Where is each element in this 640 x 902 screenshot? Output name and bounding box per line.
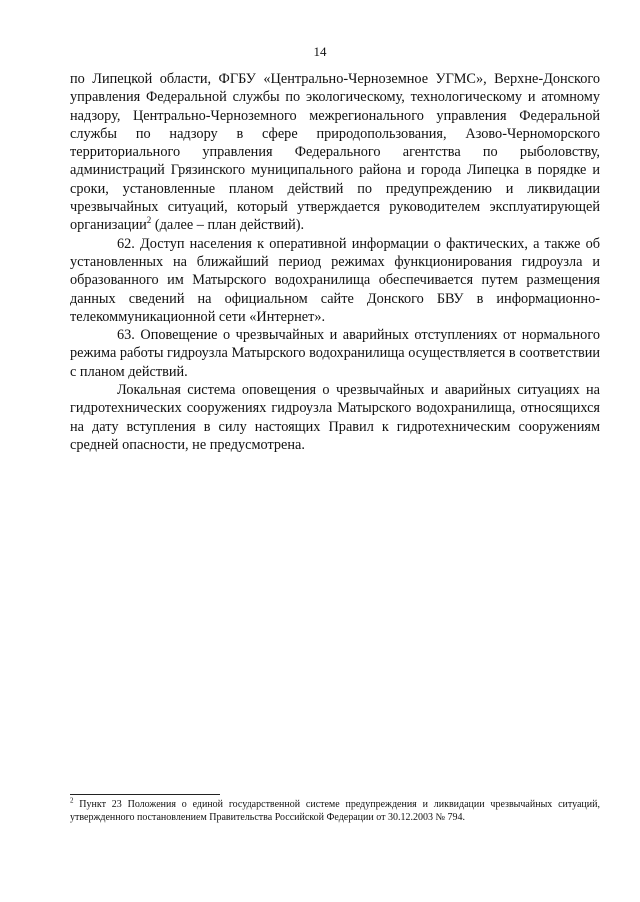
paragraph-continuation-tail: (далее – план действий). <box>151 217 305 234</box>
footnote-separator <box>70 794 220 795</box>
document-body <box>70 70 600 454</box>
paragraph-63: 63. Оповещение о чрезвычайных и аварийных отступлениях от нормального режима работы гидроузла Матырского водохранилища осуществляется в соответствии с планом действий. <box>70 327 600 380</box>
paragraph-62: 62. Доступ населения к оперативной информации о фактических, а также об установленных на ближайший период режимах функционирования гидроузла и образованного им Матырского водохранилища обеспечивается путем размещения данных сведений на официальном сайте Донского БВУ в информационно-телекоммуникационной сети «Интернет». <box>70 235 600 325</box>
paragraph-continuation <box>70 70 600 235</box>
footnote <box>70 798 600 824</box>
footnote-reference: 2 <box>146 215 152 226</box>
paragraph-local-notification: Локальная система оповещения о чрезвычайных и аварийных ситуациях на гидротехнических сооружениях гидроузла Матырского водохранилища, относящихся на дату вступления в силу настоящих Правил к гидротехническим сооружениям средней опасности, не предусмотрена. <box>70 382 600 453</box>
page-number: 14 <box>313 44 327 59</box>
footnote-mark: 2 <box>70 796 74 805</box>
footnote-text: Пункт 23 Положения о единой государственной системе предупреждения и ликвидации чрезвычайных ситуаций, утвержденного постановлением Правительства Российской Федерации от 30.12.2003 № 794. <box>70 799 600 823</box>
paragraph-continuation-text: по Липецкой области, ФГБУ «Центрально-Черноземное УГМС», Верхне-Донского управления Федеральной службы по экологическому, технологическому и атомному надзору, Центрально-Черноземного межрегионального управления Федеральной службы по надзору в сфере природопользования, Азово-Черноморского территориального управления Федерального агентства по рыболовству, администраций Грязинского муниципального района и города Липецка в порядке и сроки, установленные планом действий по предупреждению и ликвидации чрезвычайных ситуаций, который утверждается руководителем эксплуатирующей организации <box>70 71 600 234</box>
